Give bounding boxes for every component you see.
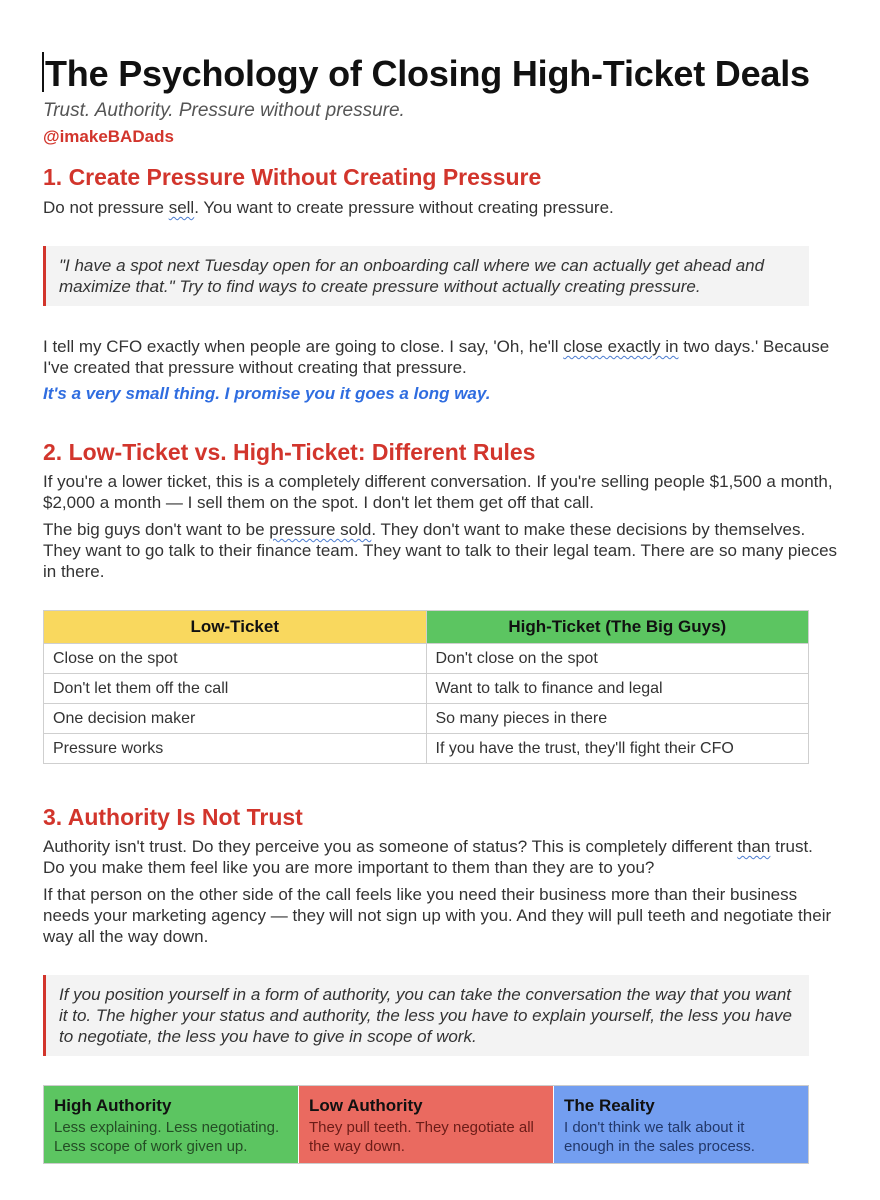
section-3-paragraph-2: If that person on the other side of the call feels like you need their business more than their business needs your marketing agency — they will not sign up with you. And they will pull teeth and negotiate their way all the way down. bbox=[43, 885, 832, 946]
card-title: The Reality bbox=[564, 1096, 655, 1115]
table-cell: Pressure works bbox=[44, 734, 427, 764]
table-cell: So many pieces in there bbox=[426, 704, 809, 734]
table-row bbox=[44, 644, 809, 674]
table-cell: Close on the spot bbox=[44, 644, 427, 674]
low-authority-card bbox=[298, 1086, 553, 1163]
spellcheck-underline: sell bbox=[168, 198, 195, 217]
section-1-quote: "I have a spot next Tuesday open for an onboarding call where we can actually get ahead and maximize that." Try to find ways to create pressure without actually creating pressure. bbox=[43, 246, 809, 306]
table-row bbox=[44, 704, 809, 734]
page-title: The Psychology of Closing High-Ticket Deals bbox=[45, 53, 810, 94]
section-3-heading: 3. Authority Is Not Trust bbox=[43, 804, 303, 830]
table-cell: Want to talk to finance and legal bbox=[426, 674, 809, 704]
section-2-paragraph-2: The big guys don't want to be pressure sold. They don't want to make these decisions by themselves. They want to go talk to their finance team. They want to talk to their legal team. There are so many pieces in there. bbox=[43, 520, 838, 581]
card-title: High Authority bbox=[54, 1096, 172, 1115]
authority-cards bbox=[43, 1085, 809, 1164]
high-authority-card bbox=[44, 1086, 298, 1163]
spellcheck-underline: pressure sold bbox=[269, 520, 372, 539]
page-subtitle: Trust. Authority. Pressure without pressure. bbox=[43, 100, 405, 121]
table-row bbox=[44, 734, 809, 764]
section-3-paragraph-1: Authority isn't trust. Do they perceive you as someone of status? This is completely different than trust. Do you make them feel like you are more important to them than they are to you? bbox=[43, 837, 813, 877]
table-row bbox=[44, 674, 809, 704]
spellcheck-underline: than bbox=[737, 837, 771, 856]
card-text: They pull teeth. They negotiate all the way down. bbox=[309, 1119, 534, 1155]
table-cell: One decision maker bbox=[44, 704, 427, 734]
table-header-row bbox=[44, 611, 809, 644]
section-1-emphasis: It's a very small thing. I promise you it goes a long way. bbox=[43, 384, 491, 403]
card-text: Less explaining. Less negotiating. Less scope of work given up. bbox=[54, 1119, 280, 1155]
card-text: I don't think we talk about it enough in the sales process. bbox=[564, 1119, 755, 1155]
section-3-quote: If you position yourself in a form of authority, you can take the conversation the way that you want it to. The higher your status and authority, the less you have to explain yourself, the less you have to negotiate, the less you have to give in scope of work. bbox=[43, 975, 809, 1056]
section-2-paragraph-1: If you're a lower ticket, this is a completely different conversation. If you're selling people $1,500 a month, $2,000 a month — I sell them on the spot. I don't let them get off that call. bbox=[43, 472, 833, 512]
ticket-comparison-table bbox=[43, 610, 809, 764]
low-ticket-header: Low-Ticket bbox=[44, 611, 427, 644]
section-1-heading: 1. Create Pressure Without Creating Pressure bbox=[43, 164, 542, 190]
high-ticket-header: High-Ticket (The Big Guys) bbox=[426, 611, 809, 644]
author-handle: @imakeBADads bbox=[43, 127, 174, 146]
section-1-intro: Do not pressure sell. You want to create pressure without creating pressure. bbox=[43, 198, 614, 217]
spellcheck-underline: close exactly in bbox=[563, 337, 679, 356]
the-reality-card bbox=[553, 1086, 808, 1163]
table-cell: Don't close on the spot bbox=[426, 644, 809, 674]
table-cell: If you have the trust, they'll fight their CFO bbox=[426, 734, 809, 764]
section-1-cfo-paragraph: I tell my CFO exactly when people are going to close. I say, 'Oh, he'll close exactly in two days.' Because I've created that pressure without creating that pressure. bbox=[43, 337, 830, 377]
table-cell: Don't let them off the call bbox=[44, 674, 427, 704]
card-title: Low Authority bbox=[309, 1096, 423, 1115]
section-2-heading: 2. Low-Ticket vs. High-Ticket: Different Rules bbox=[43, 439, 536, 465]
text-cursor bbox=[42, 52, 44, 92]
